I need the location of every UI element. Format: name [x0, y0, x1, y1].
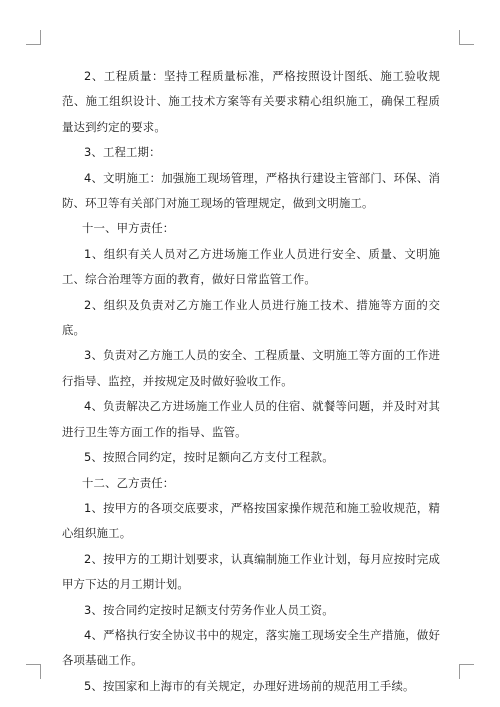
section-heading-party-b: 十二、乙方责任： — [82, 475, 175, 490]
paragraph-party-a-4: 4、负责解决乙方进场施工作业人员的住宿、就餐等问题，并及时对其进行卫生等方面工作的指导、监管。 — [62, 399, 440, 439]
crop-mark-top-right — [459, 30, 474, 45]
paragraph-party-a-2: 2、组织及负责对乙方施工作业人员进行施工技术、措施等方面的交底。 — [62, 297, 440, 338]
crop-mark-top-left — [26, 30, 41, 45]
paragraph-party-a-5: 5、按照合同约定，按时足额向乙方支付工程款。 — [84, 450, 334, 465]
paragraph-party-b-1: 1、按甲方的各项交底要求，严格按国家操作规范和施工验收规范，精心组织施工。 — [62, 500, 440, 541]
crop-mark-bottom-right — [459, 664, 474, 679]
paragraph-party-a-1: 1、组织有关人员对乙方进场施工作业人员进行安全、质量、文明施工、综合治理等方面的教育，做好日常监管工作。 — [62, 246, 440, 287]
section-heading-party-a: 十一、甲方责任： — [82, 221, 175, 236]
paragraph-party-b-5: 5、按国家和上海市的有关规定，办理好进场前的规范用工手续。 — [84, 678, 415, 693]
paragraph-party-b-4: 4、严格执行安全协议书中的规定，落实施工现场安全生产措施，做好各项基础工作。 — [62, 627, 440, 668]
paragraph-party-b-3: 3、按合同约定按时足额支付劳务作业人员工资。 — [84, 602, 334, 617]
document-body — [62, 64, 440, 699]
paragraph-schedule: 3、工程工期： — [84, 145, 161, 160]
crop-mark-bottom-left — [26, 664, 41, 679]
paragraph-quality: 2、工程质量：坚持工程质量标准，严格按照设计图纸、施工验收规范、施工组织设计、施工技术方案等有关要求精心组织施工，确保工程质量达到约定的要求。 — [62, 69, 440, 134]
paragraph-party-b-2: 2、按甲方的工期计划要求，认真编制施工作业计划，每月应按时完成甲方下达的月工期计划。 — [62, 551, 440, 592]
paragraph-civilized-construction: 4、文明施工：加强施工现场管理，严格执行建设主管部门、环保、消防、环卫等有关部门对施工现场的管理规定，做到文明施工。 — [62, 170, 440, 211]
paragraph-party-a-3: 3、负责对乙方施工人员的安全、工程质量、文明施工等方面的工作进行指导、监控，并按规定及时做好验收工作。 — [62, 348, 440, 388]
